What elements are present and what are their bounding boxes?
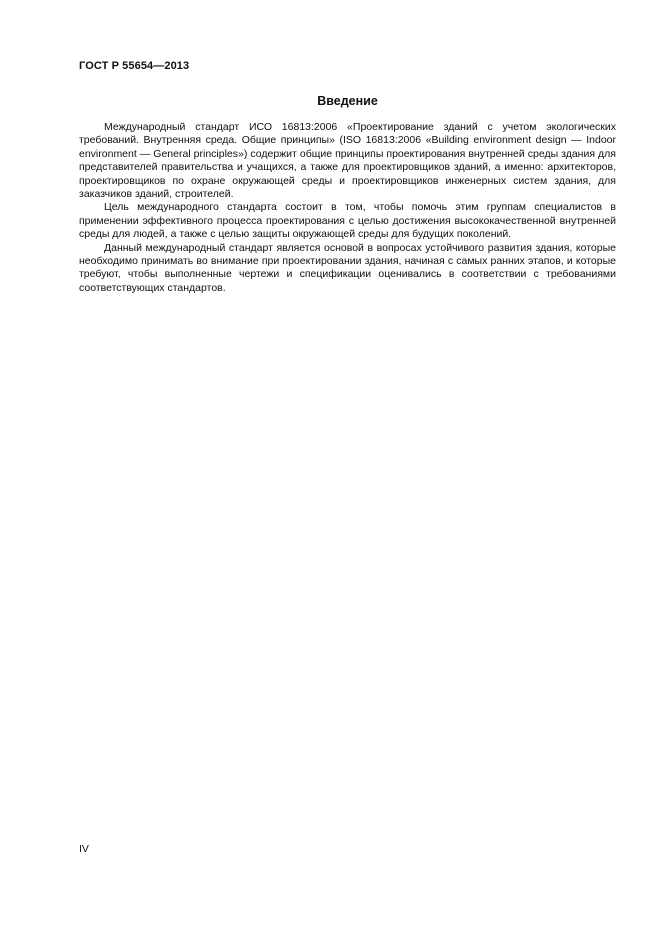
section-title: Введение	[317, 94, 378, 108]
paragraph-1: Международный стандарт ИСО 16813:2006 «Проектирование зданий с учетом экологических требований. Внутренняя среда. Общие принципы» (ISO 16813:2006 «Building environment design — Indoor environment — General principles») содержит общие принципы проектирования внутренней среды здания для представителей правительства и учащихся, а также для проектировщиков зданий, а именно: архитекторов, проектировщиков по охране окружающей среды и проектировщиков инженерных систем здания, для заказчиков зданий, строителей.	[79, 121, 616, 201]
page-number: IV	[79, 843, 89, 855]
document-code: ГОСТ Р 55654—2013	[79, 60, 190, 72]
paragraph-3: Данный международный стандарт является основой в вопросах устойчивого развития здания, которые необходимо принимать во внимание при проектировании здания, начиная с самых ранних этапов, и которые требуют, чтобы выполненные чертежи и спецификации оценивались в соответствии с требованиями соответствующих стандартов.	[79, 241, 616, 294]
paragraph-2: Цель международного стандарта состоит в том, чтобы помочь этим группам специалистов в применении эффективного процесса проектирования с целью достижения высококачественной внутренней среды для людей, а также с целью защиты окружающей среды для будущих поколений.	[79, 201, 616, 241]
section-body	[79, 121, 616, 295]
